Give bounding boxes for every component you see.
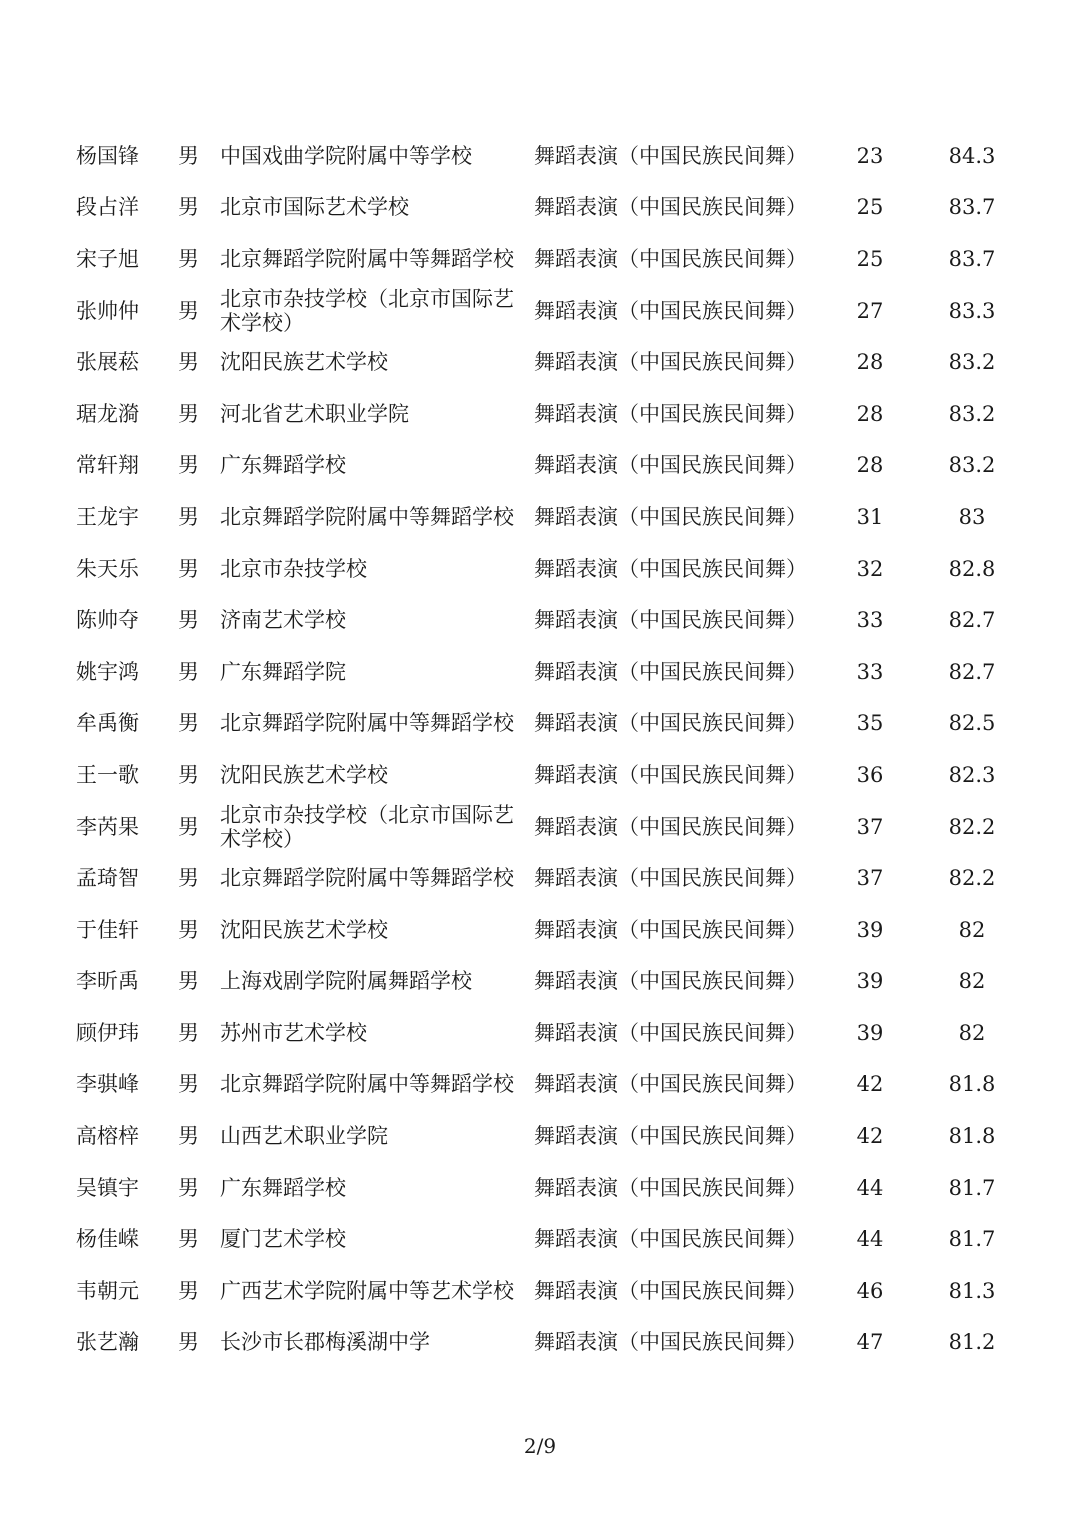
student-name: 姚宇鸿 xyxy=(76,659,139,684)
student-rank: 23 xyxy=(856,143,884,168)
student-school: 苏州市艺术学校 xyxy=(220,1020,367,1045)
student-gender: 男 xyxy=(178,453,199,478)
student-name: 常轩翔 xyxy=(76,453,139,478)
table-row xyxy=(0,698,1080,750)
student-score: 82.7 xyxy=(948,608,996,633)
student-name: 于佳轩 xyxy=(76,917,139,942)
student-rank: 28 xyxy=(856,453,884,478)
student-school: 长沙市长郡梅溪湖中学 xyxy=(220,1330,430,1355)
student-score: 83 xyxy=(958,504,986,529)
table-row xyxy=(0,1110,1080,1162)
table-row xyxy=(0,1059,1080,1111)
student-gender: 男 xyxy=(178,298,199,323)
student-major: 舞蹈表演（中国民族民间舞） xyxy=(534,453,807,478)
table-row xyxy=(0,233,1080,285)
student-school: 沈阳民族艺术学校 xyxy=(220,917,388,942)
student-major: 舞蹈表演（中国民族民间舞） xyxy=(534,969,807,994)
table-row xyxy=(0,130,1080,182)
student-school: 北京市国际艺术学校 xyxy=(220,195,409,220)
student-name: 琚龙漪 xyxy=(76,401,139,426)
student-rank: 28 xyxy=(856,350,884,375)
student-score: 82.5 xyxy=(948,711,996,736)
student-gender: 男 xyxy=(178,556,199,581)
student-name: 段占洋 xyxy=(76,195,139,220)
student-school: 广西艺术学院附属中等艺术学校 xyxy=(220,1278,514,1303)
student-major: 舞蹈表演（中国民族民间舞） xyxy=(534,1175,807,1200)
table-row xyxy=(0,543,1080,595)
student-major: 舞蹈表演（中国民族民间舞） xyxy=(534,246,807,271)
student-rank: 36 xyxy=(856,762,884,787)
student-name: 韦朝元 xyxy=(76,1278,139,1303)
student-school: 广东舞蹈学校 xyxy=(220,1175,346,1200)
student-name: 高榕梓 xyxy=(76,1124,139,1149)
table-row xyxy=(0,904,1080,956)
student-gender: 男 xyxy=(178,143,199,168)
student-rank: 31 xyxy=(856,504,884,529)
student-name: 朱天乐 xyxy=(76,556,139,581)
student-major: 舞蹈表演（中国民族民间舞） xyxy=(534,1227,807,1252)
student-name: 陈帅夺 xyxy=(76,608,139,633)
table-row xyxy=(0,182,1080,234)
table-row xyxy=(0,646,1080,698)
student-gender: 男 xyxy=(178,659,199,684)
student-major: 舞蹈表演（中国民族民间舞） xyxy=(534,866,807,891)
student-name: 张展菘 xyxy=(76,350,139,375)
student-school: 广东舞蹈学院 xyxy=(220,659,346,684)
student-rank: 33 xyxy=(856,659,884,684)
student-major: 舞蹈表演（中国民族民间舞） xyxy=(534,143,807,168)
student-score: 83.2 xyxy=(948,350,996,375)
student-name: 李昕禹 xyxy=(76,969,139,994)
student-score: 82.2 xyxy=(948,814,996,839)
student-school: 沈阳民族艺术学校 xyxy=(220,762,388,787)
student-gender: 男 xyxy=(178,350,199,375)
student-gender: 男 xyxy=(178,814,199,839)
student-school: 中国戏曲学院附属中等学校 xyxy=(220,143,472,168)
student-name: 王龙宇 xyxy=(76,504,139,529)
student-gender: 男 xyxy=(178,1278,199,1303)
student-score: 82 xyxy=(958,1020,986,1045)
student-name: 牟禹衡 xyxy=(76,711,139,736)
student-school: 北京市杂技学校 xyxy=(220,556,367,581)
student-major: 舞蹈表演（中国民族民间舞） xyxy=(534,1124,807,1149)
student-rank: 37 xyxy=(856,866,884,891)
student-major: 舞蹈表演（中国民族民间舞） xyxy=(534,401,807,426)
student-rank: 44 xyxy=(856,1227,884,1252)
table-row xyxy=(0,749,1080,801)
student-school: 山西艺术职业学院 xyxy=(220,1124,388,1149)
student-score: 81.7 xyxy=(948,1227,996,1252)
student-gender: 男 xyxy=(178,401,199,426)
table-row xyxy=(0,491,1080,543)
student-gender: 男 xyxy=(178,1227,199,1252)
student-rank: 33 xyxy=(856,608,884,633)
student-gender: 男 xyxy=(178,195,199,220)
student-major: 舞蹈表演（中国民族民间舞） xyxy=(534,504,807,529)
table-row xyxy=(0,801,1080,853)
student-score: 83.2 xyxy=(948,453,996,478)
student-rank: 42 xyxy=(856,1124,884,1149)
student-rank: 46 xyxy=(856,1278,884,1303)
student-gender: 男 xyxy=(178,969,199,994)
student-name: 吴镇宇 xyxy=(76,1175,139,1200)
student-rank: 25 xyxy=(856,246,884,271)
student-gender: 男 xyxy=(178,1330,199,1355)
student-name: 杨佳嵘 xyxy=(76,1227,139,1252)
table-row xyxy=(0,336,1080,388)
student-rank: 27 xyxy=(856,298,884,323)
student-major: 舞蹈表演（中国民族民间舞） xyxy=(534,556,807,581)
student-school: 北京市杂技学校（北京市国际艺术学校） xyxy=(220,286,514,335)
student-major: 舞蹈表演（中国民族民间舞） xyxy=(534,814,807,839)
student-rank: 32 xyxy=(856,556,884,581)
student-name: 宋子旭 xyxy=(76,246,139,271)
student-rank: 39 xyxy=(856,1020,884,1045)
student-score: 82.8 xyxy=(948,556,996,581)
student-gender: 男 xyxy=(178,1175,199,1200)
student-major: 舞蹈表演（中国民族民间舞） xyxy=(534,917,807,942)
student-school: 济南艺术学校 xyxy=(220,608,346,633)
student-rank: 39 xyxy=(856,917,884,942)
student-score: 82 xyxy=(958,969,986,994)
student-score: 81.7 xyxy=(948,1175,996,1200)
table-row xyxy=(0,852,1080,904)
student-name: 杨国锋 xyxy=(76,143,139,168)
student-major: 舞蹈表演（中国民族民间舞） xyxy=(534,659,807,684)
table-row xyxy=(0,1213,1080,1265)
student-rank: 28 xyxy=(856,401,884,426)
student-score: 82 xyxy=(958,917,986,942)
student-rank: 25 xyxy=(856,195,884,220)
student-gender: 男 xyxy=(178,246,199,271)
table-row xyxy=(0,388,1080,440)
student-score: 81.8 xyxy=(948,1072,996,1097)
student-score: 82.2 xyxy=(948,866,996,891)
student-school: 厦门艺术学校 xyxy=(220,1227,346,1252)
student-school: 北京舞蹈学院附属中等舞蹈学校 xyxy=(220,1072,514,1097)
student-score: 81.8 xyxy=(948,1124,996,1149)
table-row xyxy=(0,1162,1080,1214)
student-school: 北京舞蹈学院附属中等舞蹈学校 xyxy=(220,711,514,736)
student-gender: 男 xyxy=(178,504,199,529)
student-major: 舞蹈表演（中国民族民间舞） xyxy=(534,1278,807,1303)
student-gender: 男 xyxy=(178,762,199,787)
student-score: 83.7 xyxy=(948,195,996,220)
table-row xyxy=(0,1317,1080,1369)
student-rank: 37 xyxy=(856,814,884,839)
student-gender: 男 xyxy=(178,866,199,891)
student-score: 82.3 xyxy=(948,762,996,787)
student-score: 84.3 xyxy=(948,143,996,168)
student-school: 广东舞蹈学校 xyxy=(220,453,346,478)
table-row xyxy=(0,956,1080,1008)
student-major: 舞蹈表演（中国民族民间舞） xyxy=(534,298,807,323)
page-number: 2/9 xyxy=(523,1434,557,1458)
student-score: 82.7 xyxy=(948,659,996,684)
student-name: 王一歌 xyxy=(76,762,139,787)
table-row xyxy=(0,285,1080,337)
table-row xyxy=(0,1265,1080,1317)
student-major: 舞蹈表演（中国民族民间舞） xyxy=(534,350,807,375)
student-school: 河北省艺术职业学院 xyxy=(220,401,409,426)
student-school: 北京舞蹈学院附属中等舞蹈学校 xyxy=(220,504,514,529)
student-school: 北京舞蹈学院附属中等舞蹈学校 xyxy=(220,866,514,891)
student-gender: 男 xyxy=(178,1072,199,1097)
student-school: 北京市杂技学校（北京市国际艺术学校） xyxy=(220,802,514,851)
student-rank: 35 xyxy=(856,711,884,736)
student-rank: 42 xyxy=(856,1072,884,1097)
student-school: 北京舞蹈学院附属中等舞蹈学校 xyxy=(220,246,514,271)
student-name: 李骐峰 xyxy=(76,1072,139,1097)
student-score: 81.3 xyxy=(948,1278,996,1303)
results-table xyxy=(0,130,1080,1368)
student-rank: 39 xyxy=(856,969,884,994)
student-score: 83.7 xyxy=(948,246,996,271)
student-name: 孟琦智 xyxy=(76,866,139,891)
table-row xyxy=(0,594,1080,646)
student-major: 舞蹈表演（中国民族民间舞） xyxy=(534,711,807,736)
student-name: 李芮果 xyxy=(76,814,139,839)
student-name: 张帅仲 xyxy=(76,298,139,323)
student-gender: 男 xyxy=(178,711,199,736)
student-gender: 男 xyxy=(178,917,199,942)
student-school: 沈阳民族艺术学校 xyxy=(220,350,388,375)
student-score: 83.2 xyxy=(948,401,996,426)
student-major: 舞蹈表演（中国民族民间舞） xyxy=(534,1020,807,1045)
student-rank: 47 xyxy=(856,1330,884,1355)
student-gender: 男 xyxy=(178,1020,199,1045)
table-row xyxy=(0,1007,1080,1059)
student-gender: 男 xyxy=(178,1124,199,1149)
student-major: 舞蹈表演（中国民族民间舞） xyxy=(534,195,807,220)
student-school: 上海戏剧学院附属舞蹈学校 xyxy=(220,969,472,994)
student-score: 83.3 xyxy=(948,298,996,323)
student-name: 张艺瀚 xyxy=(76,1330,139,1355)
student-name: 顾伊玮 xyxy=(76,1020,139,1045)
table-row xyxy=(0,440,1080,492)
student-gender: 男 xyxy=(178,608,199,633)
student-major: 舞蹈表演（中国民族民间舞） xyxy=(534,1072,807,1097)
student-major: 舞蹈表演（中国民族民间舞） xyxy=(534,608,807,633)
student-rank: 44 xyxy=(856,1175,884,1200)
student-major: 舞蹈表演（中国民族民间舞） xyxy=(534,762,807,787)
student-major: 舞蹈表演（中国民族民间舞） xyxy=(534,1330,807,1355)
student-score: 81.2 xyxy=(948,1330,996,1355)
